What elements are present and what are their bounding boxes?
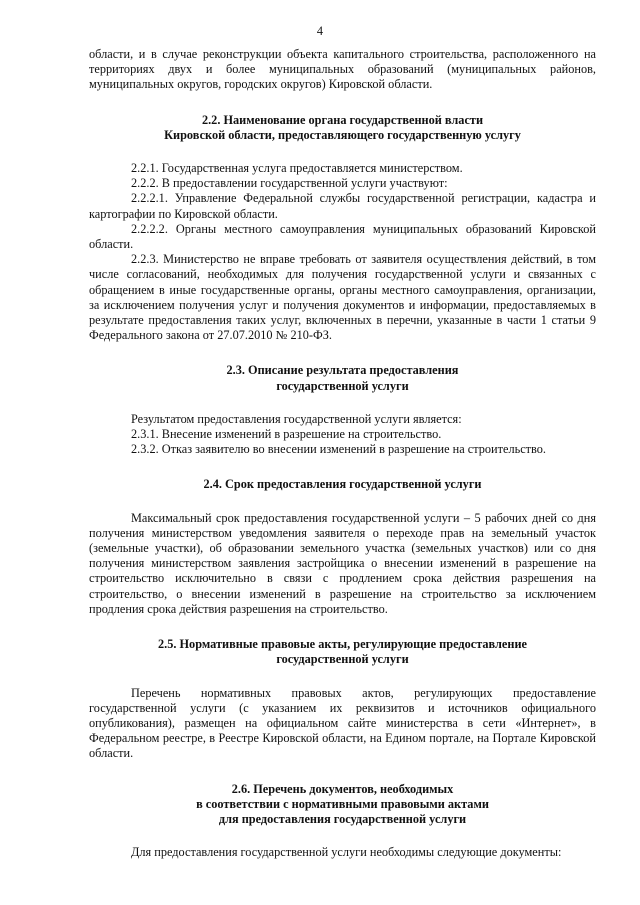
section-2-3-heading bbox=[89, 363, 596, 393]
paragraph-2-3: Результатом предоставления государственной услуги является: bbox=[131, 411, 462, 426]
section-2-5-heading bbox=[89, 637, 596, 667]
section-heading-line: государственной услуги bbox=[276, 378, 409, 393]
section-heading-line: государственной услуги bbox=[276, 652, 409, 667]
paragraph-2-6: Для предоставления государственной услуги необходимы следующие документы: bbox=[131, 845, 562, 860]
paragraph-2-5: Перечень нормативных правовых актов, регулирующих предоставление государственной услуги (с указанием их реквизитов и источников официального опубликования), размещен на официальном сайте министерства в сети «Интернет», в Федеральном реестре, в Реестре Кировской области, на Едином портале, на Портале Кировской области. bbox=[89, 685, 596, 761]
section-heading-line: в соответствии с нормативными правовыми актами bbox=[196, 796, 489, 811]
paragraph-2-2-2: 2.2.2. В предоставлении государственной услуги участвуют: bbox=[131, 176, 448, 191]
section-heading-line: 2.3. Описание результата предоставления bbox=[226, 363, 459, 378]
intro-paragraph: области, и в случае реконструкции объекта капитального строительства, расположенного на территориях двух и более муниципальных образований (муниципальных районов, муниципальных округов, городских округов) Кировской области. bbox=[89, 47, 596, 92]
section-heading-line: 2.5. Нормативные правовые акты, регулирующие предоставление bbox=[157, 637, 528, 652]
page-content bbox=[89, 47, 596, 860]
section-2-6-heading bbox=[89, 782, 596, 828]
section-2-2-heading bbox=[89, 113, 596, 143]
section-heading-line: 2.2. Наименование органа государственной власти bbox=[201, 112, 484, 127]
paragraph-2-2-3: 2.2.3. Министерство не вправе требовать от заявителя осуществления действий, в том числе согласований, необходимых для получения государственной услуги и связанных с обращением в иные государственные органы, органы местного самоуправления, организации, за исключением получения услуг и получения документов и информации, предоставляемых в результате предоставления таких услуг, включенных в перечни, указанные в части 1 статьи 9 Федерального закона от 27.07.2010 № 210-ФЗ. bbox=[89, 252, 596, 343]
paragraph-2-2-1: 2.2.1. Государственная услуга предоставляется министерством. bbox=[131, 161, 463, 176]
paragraph-2-3-1: 2.3.1. Внесение изменений в разрешение на строительство. bbox=[131, 427, 442, 442]
section-heading-line: для предоставления государственной услуги bbox=[218, 811, 467, 826]
section-heading-line: 2.4. Срок предоставления государственной услуги bbox=[203, 477, 482, 492]
paragraph-2-2-2-1: 2.2.2.1. Управление Федеральной службы государственной регистрации, кадастра и картографии по Кировской области. bbox=[89, 191, 596, 221]
paragraph-2-2-2-2: 2.2.2.2. Органы местного самоуправления муниципальных образований Кировской области. bbox=[89, 221, 596, 252]
page-number: 4 bbox=[316, 24, 324, 38]
paragraph-2-4: Максимальный срок предоставления государственной услуги – 5 рабочих дней со дня получения министерством уведомления заявителя о переходе прав на земельный участок (земельные участки), об образовании земельного участка (земельных участков) или со дня получения министерством заявления застройщика о внесении изменений в разрешение на строительство исключительно в связи с продлением срока действия разрешения на строительство, о внесении изменений в разрешение на строительство за исключением продления срока действия разрешения на строительство. bbox=[89, 510, 596, 616]
section-heading-line: Кировской области, предоставляющего государственную услугу bbox=[164, 127, 521, 142]
section-heading-line: 2.6. Перечень документов, необходимых bbox=[231, 781, 454, 796]
paragraph-2-3-2: 2.3.2. Отказ заявителю во внесении изменений в разрешение на строительство. bbox=[131, 442, 546, 457]
section-2-4-heading bbox=[89, 477, 596, 492]
